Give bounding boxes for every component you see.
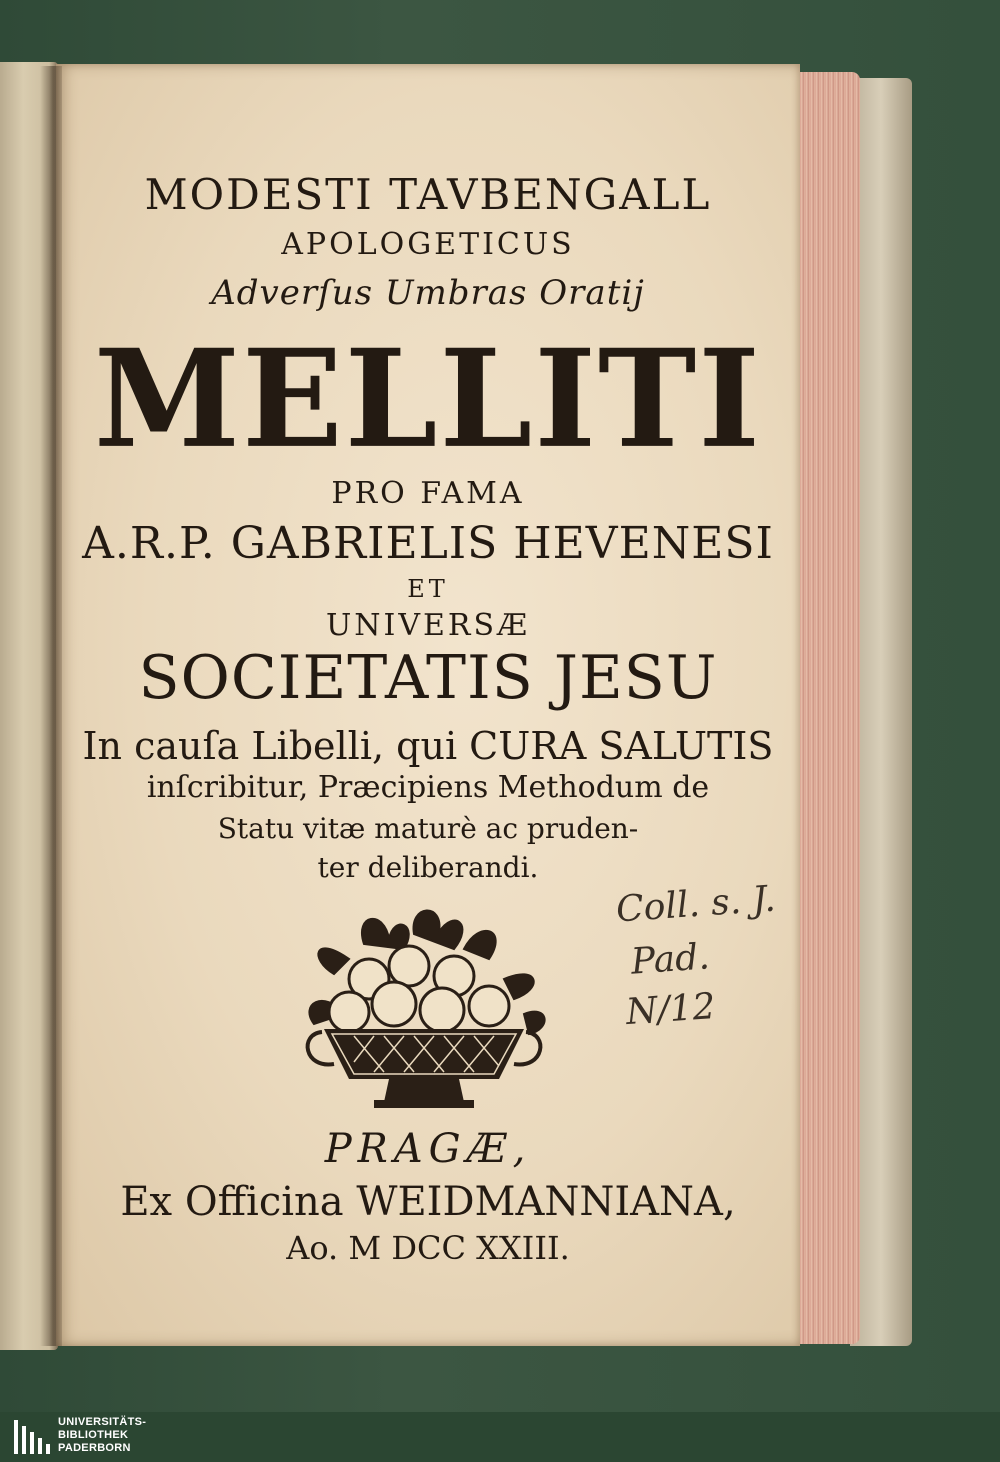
description-line-3: Statu vitæ maturè ac pruden- (217, 812, 639, 845)
main-title: MELLITI (93, 320, 763, 479)
description-line-1: In cauſa Libelli, qui CURA SALUTIS (82, 724, 774, 768)
imprint-printer: Ex Officina WEIDMANNIANA, (120, 1179, 736, 1225)
library-name-line-2: BIBLIOTHEK (58, 1429, 129, 1441)
library-name-line-3: PADERBORN (58, 1442, 131, 1454)
fruit-basket-icon (294, 904, 554, 1114)
library-logo-icon (12, 1418, 52, 1456)
et-line: ET (407, 575, 449, 603)
description-line-4: ter deliberandi. (317, 851, 539, 884)
societatis-line: SOCIETATIS JESU (138, 643, 718, 713)
page-edges (790, 72, 860, 1344)
subject-name-line: A.R.P. GABRIELIS HEVENESI (82, 518, 774, 569)
library-name (58, 1416, 146, 1455)
description-line-2: inſcribitur, Præcipiens Methodum de (146, 770, 710, 805)
library-name-line-1: UNIVERSITÄTS- (58, 1416, 147, 1428)
subtitle-line: Adverſus Umbras Oratij (211, 273, 645, 313)
imprint-year: Ao. M DCC XXIII. (286, 1229, 570, 1267)
author-line: MODESTI TAVBENGALL (144, 170, 712, 219)
handwritten-note-line-1: Coll. s. J. (614, 878, 777, 931)
pro-fama-line: PRO FAMA (331, 476, 525, 511)
handwritten-note-line-3: N/12 (624, 985, 717, 1034)
book-gutter-shadow (40, 66, 62, 1346)
footer-bar (0, 1412, 1000, 1462)
universae-line: UNIVERSÆ (325, 608, 531, 643)
work-type-line: APOLOGETICUS (281, 227, 575, 262)
title-page (56, 64, 800, 1346)
handwritten-note-line-2: Pad. (629, 936, 711, 983)
imprint-place: PRAGÆ, (324, 1126, 532, 1172)
